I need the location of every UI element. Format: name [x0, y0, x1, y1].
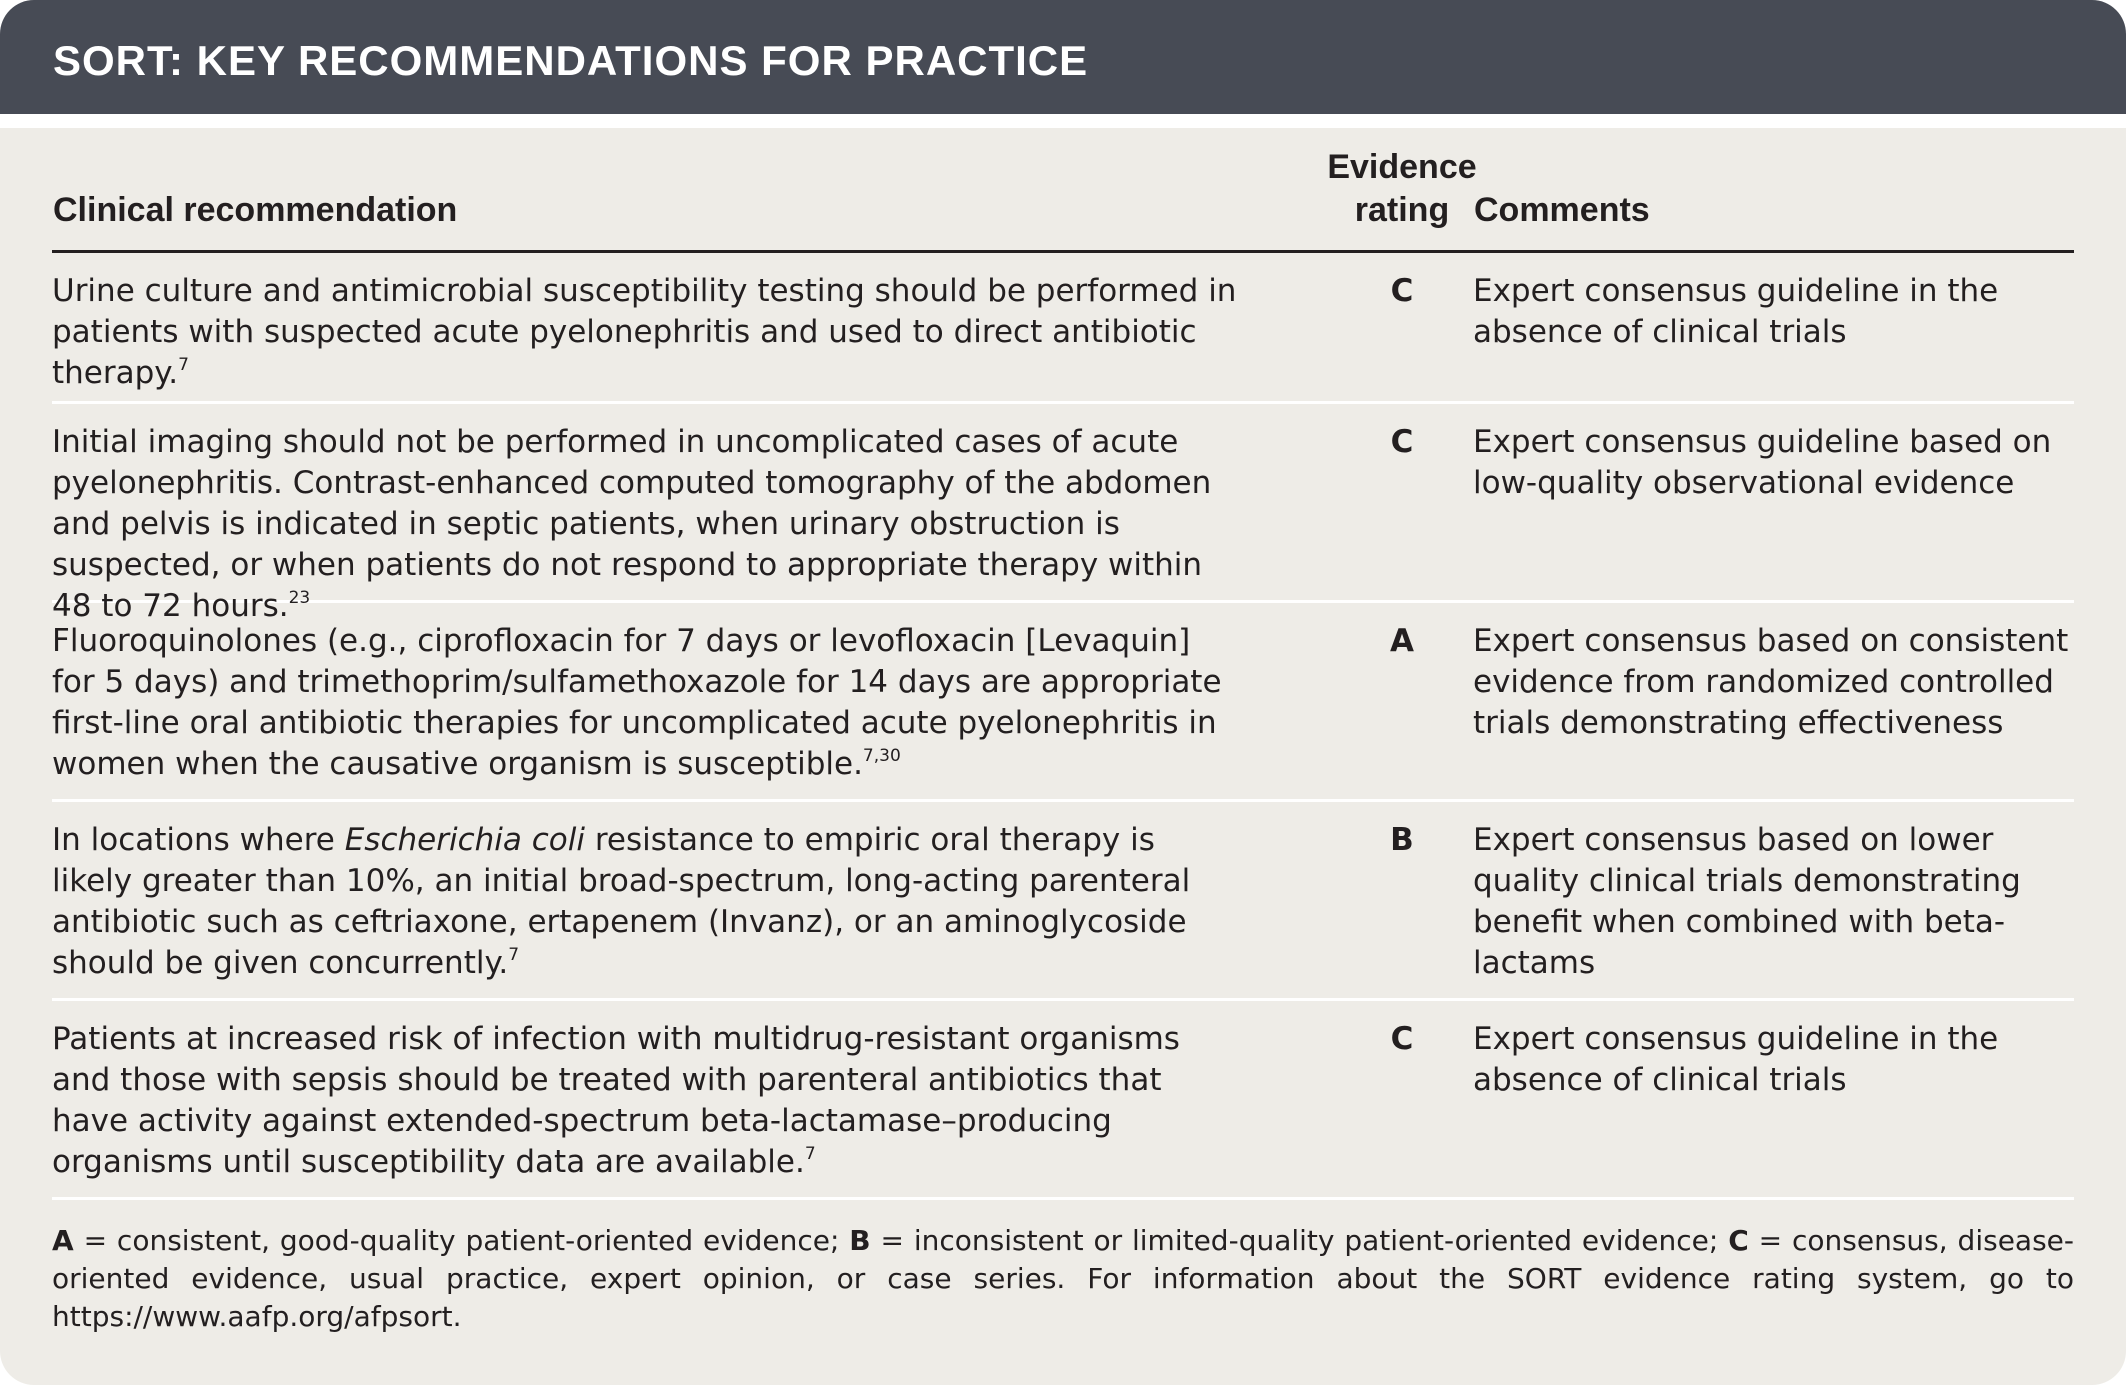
table-row — [52, 253, 2074, 404]
legend-label-b: B — [849, 1224, 871, 1257]
column-header-comments: Comments — [1474, 191, 1650, 229]
reference-number: 23 — [288, 587, 311, 608]
recommendation-text — [52, 422, 1242, 627]
legend-text-c: = consensus, disease-oriented evidence, usual practice, expert opinion, or case series. For information about the SORT evidence rating system, go to https://www.aafp.org/afpsort. — [52, 1224, 2074, 1333]
comment-text: Expert consensus guideline in the absence of clinical trials — [1473, 273, 1999, 350]
column-header-evidence-line1: Evidence — [1327, 148, 1477, 186]
recommendation-text — [52, 1019, 1242, 1183]
legend-text-a: = consistent, good-quality patient-oriented evidence; — [73, 1224, 850, 1257]
recommendation-body: Fluoroquinolones (e.g., ciprofloxacin for 7 days or levofloxacin [Levaquin] for 5 days) and trimethoprim/sulfamethoxazole for 14 days are appropriate first-line oral antibiotic therapies for uncomplicated acute pyelonephritis in women when the causative organism is susceptible. — [52, 623, 1222, 782]
evidence-rating: C — [1390, 1021, 1414, 1057]
comment-text: Expert consensus guideline based on low-quality observational evidence — [1473, 424, 2052, 501]
column-header-recommendation: Clinical recommendation — [53, 191, 458, 229]
evidence-rating: C — [1390, 273, 1414, 309]
page-title: SORT: KEY RECOMMENDATIONS FOR PRACTICE — [53, 37, 1089, 84]
evidence-rating: B — [1390, 822, 1414, 858]
table-row — [52, 802, 2074, 1001]
legend-label-c: C — [1728, 1224, 1749, 1257]
evidence-rating: C — [1390, 424, 1414, 460]
legend-label-a: A — [52, 1224, 74, 1257]
comment-text: Expert consensus guideline in the absence of clinical trials — [1473, 1021, 1999, 1098]
recommendation-body: Urine culture and antimicrobial susceptibility testing should be performed in patients with suspected acute pyelonephritis and used to direct antibiotic therapy. — [52, 273, 1237, 391]
recommendation-body-end: resistance to empiric oral therapy is likely greater than 10%, an initial broad-spectrum, long-acting parenteral antibiotic such as ceftriaxone, ertapenem (Invanz), or an aminoglycoside should be given concurrently. — [52, 822, 1191, 981]
reference-number: 7 — [178, 354, 189, 375]
reference-number: 7,30 — [862, 745, 901, 766]
organism-name: Escherichia coli — [344, 822, 585, 858]
legend-text-b: = inconsistent or limited-quality patient-oriented evidence; — [870, 1224, 1729, 1257]
recommendation-body: Patients at increased risk of infection with multidrug-resistant organisms and those with sepsis should be treated with parenteral antibiotics that have activity against extended-spectrum beta-lactamase–producing organisms until susceptibility data are available. — [52, 1021, 1180, 1180]
recommendation-text — [52, 621, 1242, 785]
reference-number: 7 — [804, 1143, 816, 1164]
comment-text: Expert consensus based on consistent evidence from randomized controlled trials demonstrating effectiveness — [1473, 623, 2069, 741]
table-row — [52, 404, 2074, 624]
recommendation-text — [52, 820, 1242, 984]
comment-text: Expert consensus based on lower quality clinical trials demonstrating benefit when combined with beta-lactams — [1473, 822, 2021, 981]
recommendation-text — [52, 271, 1242, 394]
table-body — [0, 128, 2126, 1385]
recommendation-body-start: In locations where — [52, 822, 345, 858]
table-row — [52, 1001, 2074, 1200]
table-row — [52, 603, 2074, 802]
rating-legend — [52, 1222, 2074, 1336]
reference-number: 7 — [508, 944, 520, 965]
column-header-evidence-line2: rating — [1354, 191, 1450, 229]
title-bar — [0, 0, 2126, 114]
recommendation-body: Initial imaging should not be performed in uncomplicated cases of acute pyelonephritis. Contrast-enhanced computed tomography of the abdomen and pelvis is indicated in septic patients, when urinary obstruction is suspected, or when patients do not respond to appropriate therapy within 48 to 72 hours. — [52, 424, 1212, 624]
table-header — [52, 128, 2074, 253]
evidence-rating: A — [1390, 623, 1414, 659]
